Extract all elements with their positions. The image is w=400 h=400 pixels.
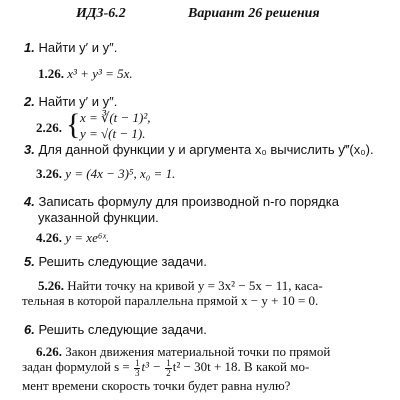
task-text-line2: указанной функции. (38, 210, 159, 225)
equation-1-26 (38, 66, 133, 82)
task-6 (24, 322, 207, 337)
equation-3-26 (36, 166, 175, 182)
equation-line2-pre: задан формулой s = (22, 359, 130, 374)
task-number: 3. (24, 142, 35, 157)
task-3 (24, 142, 374, 157)
task-number: 6. (24, 322, 35, 337)
equation-term: t³ − (141, 359, 162, 374)
task-4-cont (38, 210, 159, 225)
fraction-numerator: 1 (134, 357, 140, 368)
equation-line2: тельная в которой параллельна прямой x − y + 10 = 0. (22, 293, 319, 308)
task-number: 2. (24, 94, 35, 109)
equation-number: 3.26. (36, 166, 62, 181)
system-line-y: y = √(t − 1). (80, 126, 146, 141)
equation-5-26-cont (22, 293, 318, 309)
task-2 (24, 94, 117, 109)
equation-number: 1.26. (38, 66, 64, 81)
fraction-denominator: 3 (134, 367, 140, 378)
task-4 (24, 194, 339, 209)
task-text: Найти y′ и y″. (38, 40, 118, 55)
param-system (66, 110, 196, 144)
equation-expr: y = xe⁶ˣ. (65, 230, 110, 245)
task-number: 4. (24, 194, 35, 209)
equation-4-26 (36, 230, 109, 246)
system-line-x: x = ∛(t − 1)², (80, 110, 151, 125)
equation-expr: y = (4x − 3)⁵, x₀ = 1. (65, 166, 176, 181)
equation-line1: Найти точку на кривой y = 3x² − 5x − 11, каса- (67, 278, 323, 293)
equation-line3: мент времени скорость точки будет равна нулю? (22, 378, 291, 393)
fraction-denominator: 2 (166, 367, 171, 378)
equation-number: 6.26. (36, 344, 62, 359)
task-text: Решить следующие задачи. (38, 322, 207, 337)
brace-icon: { (66, 108, 81, 141)
variant-title: Вариант 26 решения (188, 6, 320, 21)
equation-6-26-line2 (22, 358, 309, 378)
header (0, 6, 400, 26)
equation-5-26 (38, 278, 323, 294)
task-5 (24, 254, 207, 269)
fraction-one-half (165, 359, 172, 378)
equation-6-26-line3 (22, 378, 290, 394)
task-text: Для данной функции y и аргумента x₀ вычислить y‴(x₀). (38, 142, 374, 157)
equation-line1: Закон движения материальной точки по прямой (65, 344, 331, 359)
task-1 (24, 40, 117, 55)
task-number: 1. (24, 40, 35, 55)
doc-title: ИДЗ-6.2 (76, 6, 126, 21)
fraction-numerator: 1 (166, 357, 171, 368)
equation-line2-post: t² − 30t + 18. В какой мо- (172, 359, 310, 374)
equation-number: 5.26. (38, 278, 64, 293)
equation-expr: x³ + y³ = 5x. (67, 66, 133, 81)
fraction-one-third (134, 359, 141, 378)
equation-number: 4.26. (36, 230, 62, 245)
task-text: Решить следующие задачи. (38, 254, 207, 269)
task-text-line1: Записать формулу для производной n-го порядка (38, 194, 339, 209)
equation-number: 2.26. (36, 120, 62, 135)
equation-2-26 (36, 110, 196, 144)
task-number: 5. (24, 254, 35, 269)
task-text: Найти y′ и y″. (38, 94, 118, 109)
